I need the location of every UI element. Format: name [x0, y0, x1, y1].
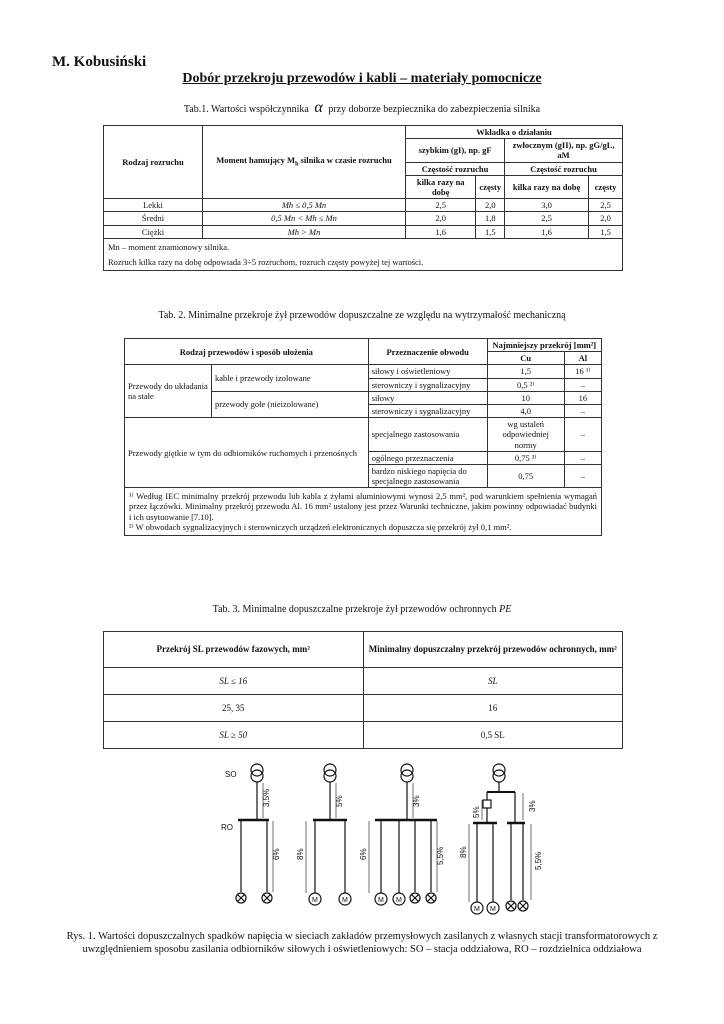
- tab1-header-czesty-1: częsty: [476, 175, 505, 198]
- tab1-header-zwlocznym: zwłocznym (gII), np. gG/gL, aM: [505, 139, 623, 162]
- svg-text:M: M: [396, 897, 402, 904]
- table-row: 25, 35 16: [104, 695, 623, 722]
- tab1-caption: Tab.1. Wartości współczynnika α przy doborze bezpiecznika do zabezpieczenia silnika: [183, 99, 541, 116]
- tab1-table: [103, 125, 623, 271]
- tab1-header-czestosc-2: Częstość rozruchu: [505, 162, 623, 175]
- tab2-notes: ¹⁾ Według IEC minimalny przekrój przewodu lub kabla z żyłami aluminiowymi wynosi 2,5 mm², pod warunkiem spełnienia wymagań przez łączówki. Minimalny przekrój przewodu Al. 16 mm² ustalony jest przez Warunki techniczne, jakim powinny odpowiadać budynki i ich usytuowanie [7.10]. ²⁾ W obwodach sygnalizacyjnych i sterowniczych urządzeń elektronicznych dopuszcza się przekrój żył 0,1 mm².: [125, 488, 602, 536]
- table-row: przewody gołe (nieizolowane) siłowy 10 16: [125, 391, 602, 404]
- table-row: Lekki Mh ≤ 0,5 Mn 2,5 2,0 3,0 2,5: [104, 199, 623, 212]
- svg-text:5,5%: 5,5%: [436, 846, 445, 865]
- svg-text:M: M: [474, 906, 480, 913]
- table-row: ogólnego przeznaczenia 0,75 ³⁾ –: [125, 451, 602, 464]
- switch-icon: [483, 800, 491, 808]
- tab3-caption: Tab. 3. Minimalne dopuszczalne przekroje żył przewodów ochronnych PE: [212, 604, 512, 615]
- svg-text:5%: 5%: [472, 806, 481, 818]
- table-row: Średni 0,5 Mn < Mh ≤ Mn 2,0 1,8 2,5 2,0: [104, 212, 623, 225]
- svg-text:8%: 8%: [459, 846, 468, 858]
- circuit-3: [359, 764, 445, 905]
- table-row: SL ≥ 50 0,5 SL: [104, 722, 623, 749]
- ro-label: RO: [221, 823, 233, 832]
- table-row: sterowniczy i sygnalizacyjny 4,0 –: [125, 404, 602, 417]
- tab3-table: Przekrój SL przewodów fazowych, mm² Minimalny dopuszczalny przekrój przewodów ochronnych, mm² SL ≤ 16 SL 25, 35 16 SL ≥ 50 0,5 SL: [103, 631, 623, 749]
- tab2-caption: Tab. 2. Minimalne przekroje żył przewodów dopuszczalne ze względu na wytrzymałość mechaniczną: [158, 310, 566, 321]
- svg-text:6%: 6%: [272, 848, 281, 860]
- svg-text:M: M: [378, 897, 384, 904]
- alpha-symbol: α: [314, 99, 323, 116]
- tab1-header-kilka-2: kilka razy na dobę: [505, 175, 589, 198]
- table-row: Przewody do układania na stałe kable i przewody izolowane siłowy i oświetleniowy 1,5 16 ¹⁾: [125, 365, 602, 378]
- tab1-header-szybkim: szybkim (gI), np. gF: [406, 139, 505, 162]
- tab1-header-czestosc-1: Częstość rozruchu: [406, 162, 505, 175]
- table-row: Ciężki Mh > Mn 1,6 1,5 1,6 1,5: [104, 225, 623, 238]
- svg-text:8%: 8%: [296, 848, 305, 860]
- circuit-2: [296, 764, 351, 905]
- circuit-4: [459, 764, 543, 914]
- figure-caption: Rys. 1. Wartości dopuszczalnych spadków napięcia w sieciach zakładów przemysłowych zasilanych z własnych stacji transformatorowych z uwzględnieniem sposobu zasilania odbiorników siłowych i oświetleniowych: SO – stacja oddziałowa, RO – rozdzielnica oddziałowa: [66, 931, 658, 956]
- table-row: Przewody giętkie w tym do odbiorników ruchomych i przenośnych specjalnego zastosowania wg ustaleń odpowiedniej normy –: [125, 418, 602, 452]
- document-title: Dobór przekroju przewodów i kabli – materiały pomocnicze: [182, 71, 542, 86]
- circuit-1: [236, 764, 281, 903]
- tab1-header-czesty-2: częsty: [589, 175, 623, 198]
- tab1-header-rodzaj: Rodzaj rozruchu: [104, 126, 203, 199]
- tab1-header-kilka-1: kilka razy na dobę: [406, 175, 476, 198]
- table-row: SL ≤ 16 SL: [104, 668, 623, 695]
- tab1-header-moment: Moment hamujący $M_h$ silnika w czasie rozruchu: [203, 126, 406, 199]
- svg-text:3%: 3%: [528, 800, 537, 812]
- svg-text:3%: 3%: [412, 795, 421, 807]
- svg-text:3,5%: 3,5%: [262, 788, 271, 807]
- svg-text:M: M: [342, 897, 348, 904]
- svg-text:5,5%: 5,5%: [534, 851, 543, 870]
- svg-text:6%: 6%: [359, 848, 368, 860]
- table-row: sterowniczy i sygnalizacyjny 0,5 ²⁾ –: [125, 378, 602, 391]
- tab1-header-wkladka: Wkładka o działaniu: [406, 126, 623, 139]
- tab2-table: Rodzaj przewodów i sposób ułożenia Przeznaczenie obwodu Najmniejszy przekrój [mm²] Cu Al Przewody do układania na stałe kable i przewody izolowane siłowy i oświetleniowy 1,5 16 ¹⁾ sterowniczy i sygnalizacyjny 0,5 ²⁾ – przewody gołe (nieizolowane) siłowy 10 16 sterowniczy i sygnalizacyjny 4,0 – Przewody giętkie w tym do odbiorników ruchomych i przenośnych specjalnego zastosowania wg ustaleń odpowiedniej normy – ogólnego przeznaczenia 0,75 ³⁾ – bardzo niskiego napięcia do specjalnego zastosowania 0,75 – ¹⁾ Według IEC minimalny przekrój przewodu lub kabla z żyłami aluminiowymi wynosi 2,5 mm², pod warunkiem spełnienia wymagań przez łączówki. Minimalny przekrój przewodu Al. 16 mm² ustalony jest przez Warunki techniczne, jakim powinny odpowiadać budynki i ich usytuowanie [7.10]. ²⁾ W obwodach sygnalizacyjnych i sterowniczych urządzeń elektronicznych dopuszcza się przekrój żył 0,1 mm².: [124, 338, 602, 536]
- svg-text:M: M: [490, 906, 496, 913]
- tab1-notes: Mn – moment znamionowy silnika. Rozruch kilka razy na dobę odpowiada 3÷5 rozruchom, rozruch częsty powyżej tej wartości.: [104, 238, 623, 270]
- table-row: bardzo niskiego napięcia do specjalnego zastosowania 0,75 –: [125, 464, 602, 487]
- svg-text:5%: 5%: [335, 795, 344, 807]
- so-label: SO: [225, 770, 237, 779]
- author-name: M. Kobusiński: [52, 54, 147, 70]
- svg-text:M: M: [312, 897, 318, 904]
- voltage-drop-diagram: [205, 760, 555, 920]
